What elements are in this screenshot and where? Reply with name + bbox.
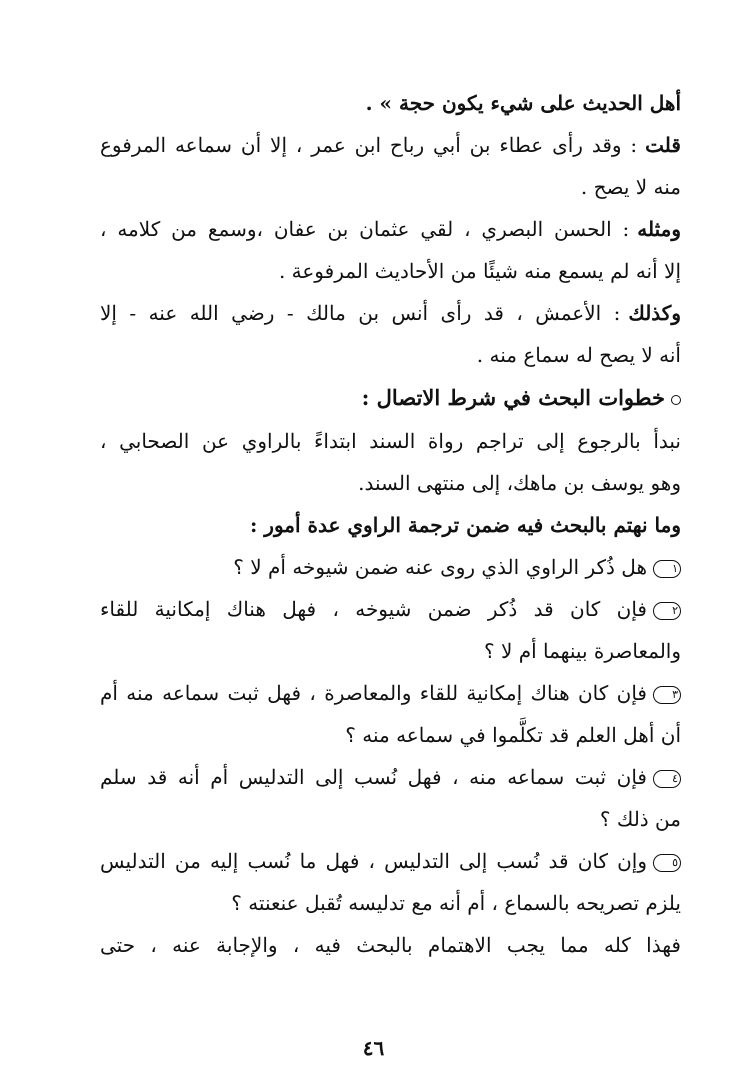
list-item-4 <box>100 756 681 798</box>
item-text: فإن كان قد ذُكر ضمن شيوخه ، فهل هناك إمكانية للقاء <box>100 597 647 621</box>
intro-line-2 <box>100 462 681 504</box>
list-item-3-cont <box>100 714 681 756</box>
item-text: هل ذُكر الراوي الذي روى عنه ضمن شيوخه أم لا ؟ <box>233 555 647 579</box>
item-text: فإن ثبت سماعه منه ، فهل نُسب إلى التدليس أم أنه قد سلم <box>100 765 647 789</box>
item-number-badge: ٥ <box>653 854 681 872</box>
text-line-1 <box>100 82 681 124</box>
item-text: والمعاصرة بينهما أم لا ؟ <box>483 639 681 663</box>
text-line-6 <box>100 292 681 334</box>
item-text: من ذلك ؟ <box>599 807 681 831</box>
item-number-badge: ٤ <box>653 770 681 788</box>
item-text: يلزم تصريحه بالسماع ، أم أنه مع تدليسه تُقبل عنعنته ؟ <box>231 891 681 915</box>
line-text: إلا أنه لم يسمع منه شيئًا من الأحاديث المرفوعة . <box>278 259 681 283</box>
item-number-badge: ١ <box>653 560 681 578</box>
line-lead: ومثله <box>637 217 681 241</box>
line-text: منه لا يصح . <box>580 175 681 199</box>
line-text: فهذا كله مما يجب الاهتمام بالبحث فيه ، والإجابة عنه ، حتى <box>100 933 681 957</box>
intro-line-1 <box>100 420 681 462</box>
line-text: وهو يوسف بن ماهك، إلى منتهى السند. <box>358 471 681 495</box>
text-line-5 <box>100 250 681 292</box>
section-heading <box>100 376 681 420</box>
item-text: وإن كان قد نُسب إلى التدليس ، فهل ما نُسب إليه من التدليس <box>100 849 647 873</box>
text-line-2 <box>100 124 681 166</box>
item-text: فإن كان هناك إمكانية للقاء والمعاصرة ، فهل ثبت سماعه منه أم <box>100 681 647 705</box>
list-item-4-cont <box>100 798 681 840</box>
line-text: : الحسن البصري ، لقي عثمان بن عفان ،وسمع من كلامه ، <box>100 217 630 241</box>
line-text: أنه لا يصح له سماع منه . <box>476 343 681 367</box>
section-heading-text: خطوات البحث في شرط الاتصال : <box>361 385 665 410</box>
text-line-7 <box>100 334 681 376</box>
list-item-3 <box>100 672 681 714</box>
line-lead: وكذلك <box>628 301 681 325</box>
line-lead: قلت <box>645 133 681 157</box>
item-number-badge: ٢ <box>653 602 681 620</box>
line-text: أهل الحديث على شيء يكون حجة » . <box>365 91 681 115</box>
list-item-2 <box>100 588 681 630</box>
line-text: نبدأ بالرجوع إلى تراجم رواة السند ابتداءً بالراوي عن الصحابي ، <box>100 429 681 453</box>
line-text: : وقد رأى عطاء بن أبي رباح ابن عمر ، إلا أن سماعه المرفوع <box>100 133 638 157</box>
text-line-4 <box>100 208 681 250</box>
closing-line <box>100 924 681 966</box>
list-item-5 <box>100 840 681 882</box>
text-line-3 <box>100 166 681 208</box>
subheading <box>100 504 681 546</box>
line-text: : الأعمش ، قد رأى أنس بن مالك - رضي الله عنه - إلا <box>100 301 621 325</box>
list-item-5-cont <box>100 882 681 924</box>
circle-bullet-icon <box>671 395 681 405</box>
subheading-text: وما نهتم بالبحث فيه ضمن ترجمة الراوي عدة أمور : <box>249 513 681 537</box>
list-item-2-cont <box>100 630 681 672</box>
page-number: ٤٦ <box>362 1036 385 1060</box>
item-number-badge: ٣ <box>653 686 681 704</box>
list-item-1 <box>100 546 681 588</box>
item-text: أن أهل العلم قد تكلَّموا في سماعه منه ؟ <box>345 723 681 747</box>
